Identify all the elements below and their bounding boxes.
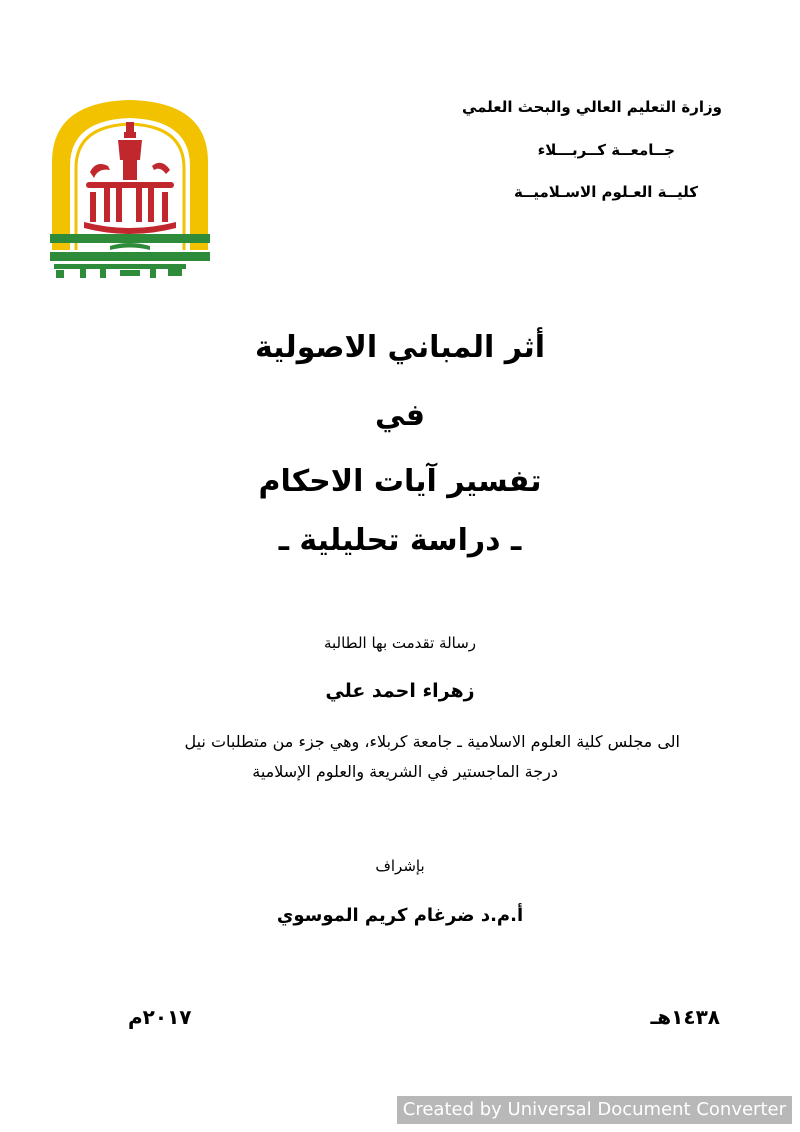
thesis-title-line-3: تفسير آيات الاحكام xyxy=(258,464,542,499)
gregorian-date: ٢٠١٧م xyxy=(128,1005,192,1029)
university-logo-icon xyxy=(50,100,210,280)
council-statement-line-2: درجة الماجستير في الشريعة والعلوم الإسلامية xyxy=(252,762,558,781)
council-statement-line-1: الى مجلس كلية العلوم الاسلامية ـ جامعة كربلاء، وهي جزء من متطلبات نيل xyxy=(184,732,680,751)
thesis-title-line-2: في xyxy=(375,398,425,433)
converter-watermark: Created by Universal Document Converter xyxy=(397,1096,792,1124)
university-heading: جــامعــة كــربـــلاء xyxy=(537,141,675,159)
thesis-subtitle: ـ دراسة تحليلية ـ xyxy=(278,523,522,558)
submitted-by-label: رسالة تقدمت بها الطالبة xyxy=(323,634,477,652)
ministry-heading: وزارة التعليم العالي والبحث العلمي xyxy=(461,98,722,116)
supervision-label: بإشراف xyxy=(375,857,425,875)
student-name: زهراء احمد علي xyxy=(325,680,475,702)
college-heading: كليــة العـلوم الاسـلاميــة xyxy=(514,183,698,201)
thesis-title-line-1: أثر المباني الاصولية xyxy=(254,330,545,365)
supervisor-name: أ.م.د ضرغام كريم الموسوي xyxy=(276,905,524,926)
hijri-date: ١٤٣٨هـ xyxy=(650,1005,720,1029)
